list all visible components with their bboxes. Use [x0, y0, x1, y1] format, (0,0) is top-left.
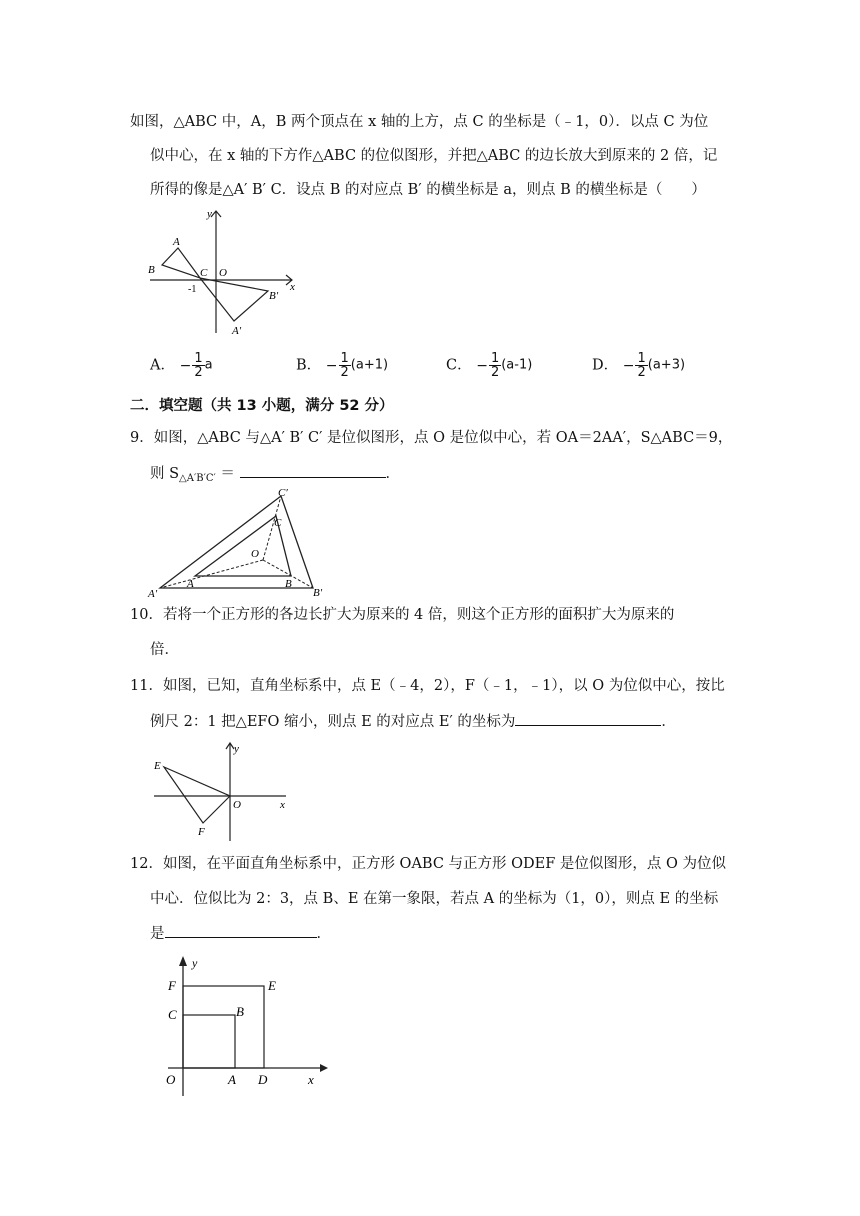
q8-line1: 如图，△ABC 中，A，B 两个顶点在 x 轴的上方，点 C 的坐标是（﹣1，0）．以点 C 为位	[130, 114, 709, 130]
option-letter: A．	[150, 357, 175, 374]
q9-area-prefix: 则 S	[150, 466, 180, 482]
q8-label-b: B	[148, 264, 155, 276]
minus-sign: −	[622, 357, 635, 374]
section-heading-fill-in: 二．填空题（共 13 小题，满分 52 分）	[130, 398, 394, 414]
q11-label-y: y	[234, 743, 239, 755]
q11-label-o: O	[233, 799, 241, 811]
option-expr: (a+1)	[350, 357, 389, 373]
q8-label-o: O	[219, 267, 227, 279]
q9-label-c-prime: C′	[278, 487, 288, 499]
minus-sign: −	[325, 357, 338, 374]
q8-label-y: y	[207, 208, 212, 220]
q8-option-a[interactable]	[150, 352, 213, 379]
q11-period: ．	[661, 714, 676, 730]
q9-equals: ＝	[220, 466, 235, 482]
q11-triangle-efo	[164, 767, 230, 823]
q8-label-a: A	[173, 236, 180, 248]
q9-line1: 9．如图，△ABC 与△A′ B′ C′ 是位似图形，点 O 是位似中心，若 OA＝2AA′，S△ABC＝9，	[130, 430, 733, 446]
q12-line2: 中心．位似比为 2：3，点 B、E 在第一象限，若点 A 的坐标为（1，0），则点 E 的坐标	[150, 891, 719, 907]
q9-label-a: A	[187, 578, 194, 590]
fraction: $\frac{1}{2}$	[340, 351, 349, 380]
q12-label-x: x	[308, 1072, 314, 1087]
q12-answer-blank[interactable]	[165, 923, 317, 938]
q11-line1: 11．如图，已知，直角坐标系中，点 E（﹣4，2），F（﹣1，﹣1），以 O 为位似中心，按比	[130, 678, 725, 694]
fraction: $\frac{1}{2}$	[194, 351, 203, 380]
q11-label-f: F	[198, 826, 205, 838]
q12-text: 是	[150, 926, 165, 942]
q9-figure	[145, 484, 335, 600]
q8-option-d[interactable]	[592, 352, 685, 379]
minus-sign: −	[476, 357, 488, 374]
q9-label-a-prime: A′	[148, 588, 158, 600]
q8-figure	[140, 203, 305, 343]
q12-square-oabc	[183, 1015, 235, 1068]
q8-label-c: C	[200, 267, 208, 279]
q8-label-a-prime: A′	[232, 325, 242, 337]
q8-option-c[interactable]	[446, 352, 532, 379]
q12-label-y: y	[192, 956, 198, 970]
option-expr: (a+3)	[647, 357, 686, 373]
option-letter: C．	[446, 357, 472, 374]
q10-line2: 倍．	[150, 642, 179, 658]
q11-label-x: x	[280, 799, 285, 811]
q12-figure	[160, 952, 330, 1102]
q8-label-minus1: -1	[188, 284, 197, 295]
option-expr: (a-1)	[501, 357, 533, 373]
q8-line2: 似中心，在 x 轴的下方作△ABC 的位似图形，并把△ABC 的边长放大到原来的 2 倍，记	[150, 148, 718, 164]
q8-triangle-abc	[162, 248, 200, 278]
q12-label-e: E	[268, 978, 276, 993]
q11-line2	[150, 711, 676, 732]
q12-label-a: A	[228, 1072, 236, 1087]
q12-label-f: F	[168, 978, 176, 993]
q9-label-o: O	[251, 548, 259, 560]
q11-answer-blank[interactable]	[515, 711, 661, 726]
q9-label-c: C	[274, 517, 282, 529]
q12-line3	[150, 923, 331, 944]
q9-label-b-prime: B′	[313, 587, 323, 599]
option-letter: B．	[296, 357, 322, 374]
q12-label-o: O	[166, 1072, 176, 1087]
q11-label-e: E	[154, 760, 161, 772]
q9-period: ．	[385, 466, 400, 482]
q12-line1: 12．如图，在平面直角坐标系中，正方形 OABC 与正方形 ODEF 是位似图形，点 O 为位似	[130, 856, 727, 872]
q12-label-d: D	[258, 1072, 268, 1087]
q8-line3: 所得的像是△A′ B′ C．设点 B 的对应点 B′ 的横坐标是 a，则点 B 的横坐标是（ ）	[150, 182, 706, 198]
option-letter: D．	[592, 357, 619, 374]
fraction: $\frac{1}{2}$	[490, 351, 500, 380]
fraction: $\frac{1}{2}$	[637, 351, 646, 380]
q8-label-b-prime: B′	[269, 290, 279, 302]
option-expr: a	[204, 357, 213, 373]
q9-area-subscript: △A′B′C′	[179, 473, 216, 484]
q12-period: ．	[316, 926, 331, 942]
q8-option-b[interactable]	[296, 352, 388, 379]
q12-label-b: B	[236, 1004, 244, 1019]
q11-figure	[148, 737, 298, 843]
minus-sign: −	[179, 357, 192, 374]
q9-answer-blank[interactable]	[240, 463, 386, 478]
q9-label-b: B	[285, 578, 292, 590]
q8-label-x: x	[290, 281, 295, 293]
q12-label-c: C	[168, 1007, 177, 1022]
q11-text: 例尺 2：1 把△EFO 缩小，则点 E 的对应点 E′ 的坐标为	[150, 714, 516, 730]
q10-line1: 10．若将一个正方形的各边长扩大为原来的 4 倍，则这个正方形的面积扩大为原来的	[130, 607, 675, 623]
q12-square-odef	[183, 986, 264, 1068]
q8-triangle-a2b2c	[200, 278, 268, 321]
